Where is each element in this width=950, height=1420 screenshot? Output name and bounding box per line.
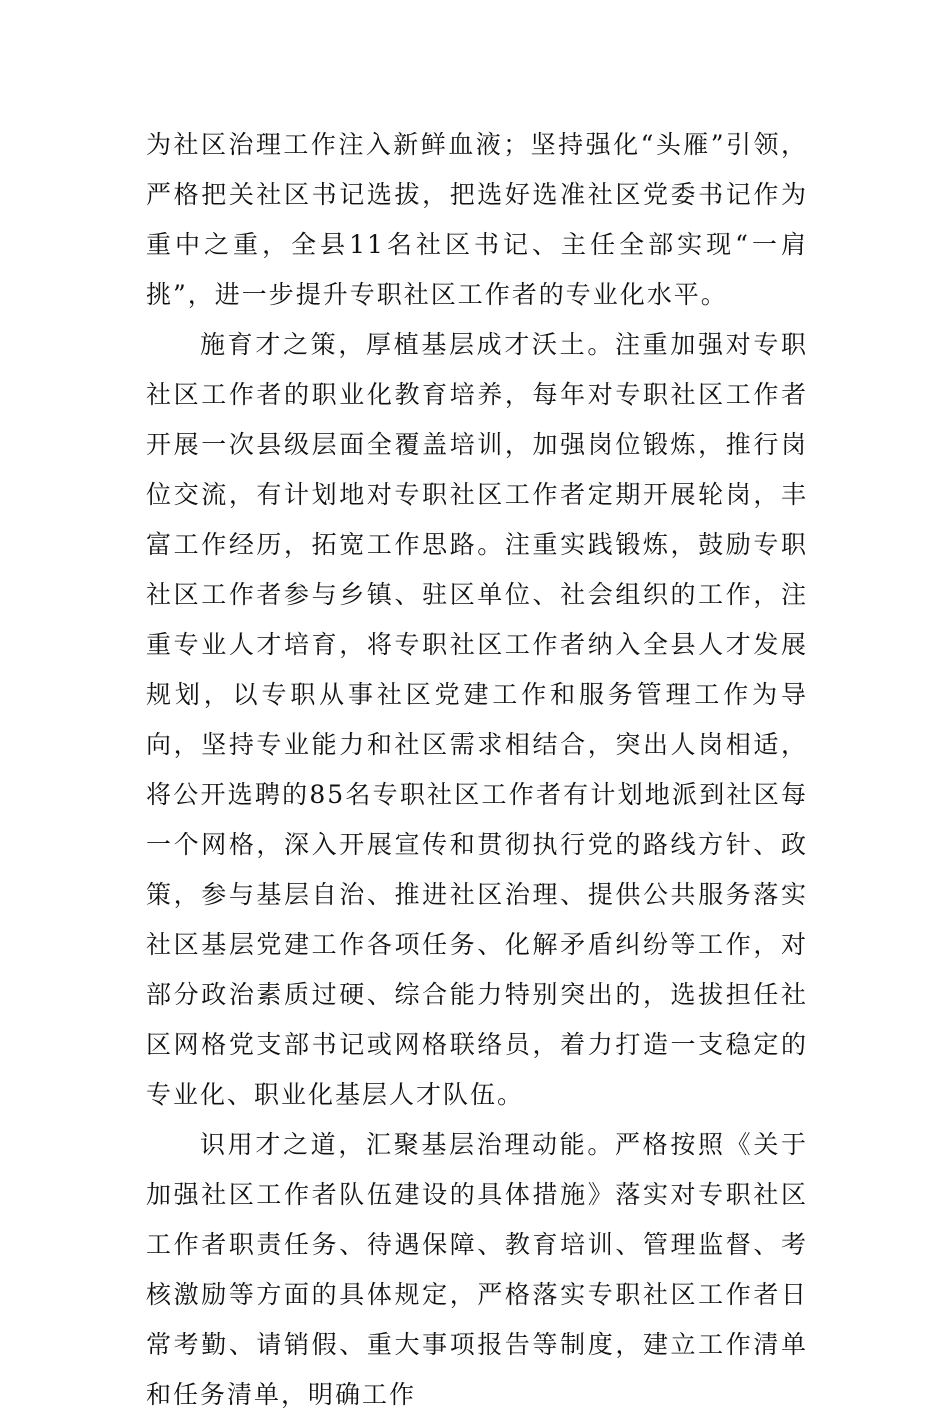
- paragraph-1: 为社区治理工作注入新鲜血液；坚持强化“头雁”引领，严格把关社区书记选拔，把选好选准社区党委书记作为重中之重，全县11名社区书记、主任全部实现“一肩挑”，进一步提升专职社区工作者的专业化水平。: [146, 130, 808, 309]
- paragraph-3: 识用才之道，汇聚基层治理动能。严格按照《关于加强社区工作者队伍建设的具体措施》落实对专职社区工作者职责任务、待遇保障、教育培训、管理监督、考核激励等方面的具体规定，严格落实专职社区工作者日常考勤、请销假、重大事项报告等制度，建立工作清单和任务清单，明确工作: [146, 1130, 808, 1409]
- paragraph-2: 施育才之策，厚植基层成才沃土。注重加强对专职社区工作者的职业化教育培养，每年对专职社区工作者开展一次县级层面全覆盖培训，加强岗位锻炼，推行岗位交流，有计划地对专职社区工作者定期开展轮岗，丰富工作经历，拓宽工作思路。注重实践锻炼，鼓励专职社区工作者参与乡镇、驻区单位、社会组织的工作，注重专业人才培育，将专职社区工作者纳入全县人才发展规划，以专职从事社区党建工作和服务管理工作为导向，坚持专业能力和社区需求相结合，突出人岗相适，将公开选聘的85名专职社区工作者有计划地派到社区每一个网格，深入开展宣传和贯彻执行党的路线方针、政策，参与基层自治、推进社区治理、提供公共服务落实社区基层党建工作各项任务、化解矛盾纠纷等工作，对部分政治素质过硬、综合能力特别突出的，选拔担任社区网格党支部书记或网格联络员，着力打造一支稳定的专业化、职业化基层人才队伍。: [146, 330, 808, 1109]
- document-body: [146, 120, 808, 1420]
